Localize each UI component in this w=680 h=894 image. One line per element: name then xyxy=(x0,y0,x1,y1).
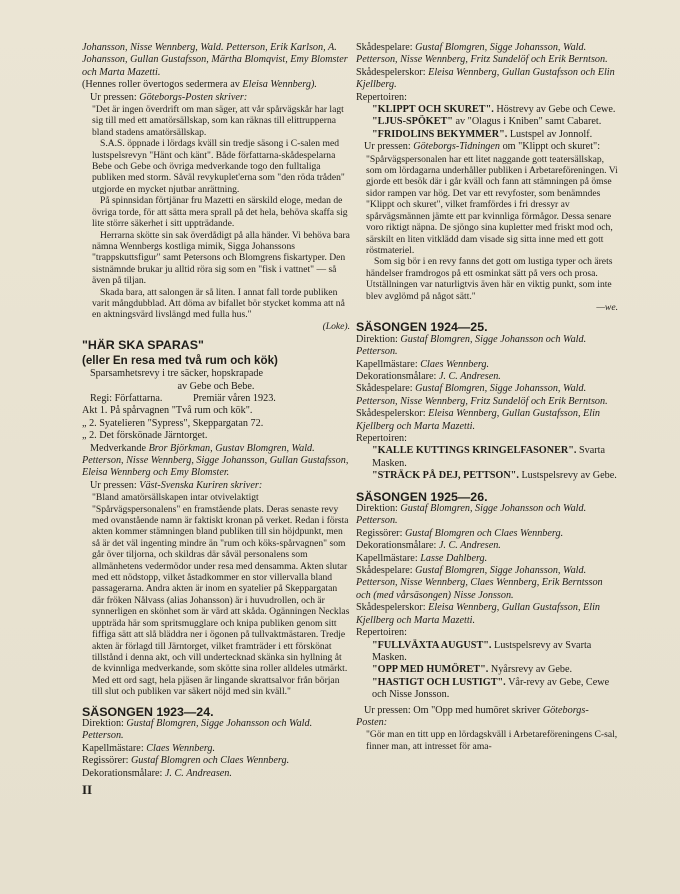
repertoire-desc: Höstrevy av Gebe och Cewe. xyxy=(496,104,616,116)
detail-value: Gustaf Blomgren, Sigge Johansson, Wald. Petterson, Nisse Wennberg, Fritz Sundelöf och Erik Berntson. xyxy=(356,383,608,407)
show-regi: Regi: Författarna. xyxy=(90,392,163,404)
left-column xyxy=(82,42,350,796)
press-intro-3 xyxy=(356,141,618,153)
review-paragraph: Herrarna skötte sin sak överdådigt på alla händer. Vi behöva bara nämna Wennbergs kostliga mimik, Sigga Johanssons "trappskuttsfigur" samt Petersons och Blomgrens fiskartyper. Den sistnämnde brukar ju alltid röra sig som en "fisk i vattnet" — så även på tiljan. xyxy=(92,229,350,287)
season-detail xyxy=(356,383,618,408)
review-signature: —we. xyxy=(596,301,618,313)
detail-value: Gustaf Blomgren och Claes Wennberg. xyxy=(130,755,290,767)
season-detail xyxy=(356,359,618,371)
press-source: Göteborgs-Tidningen xyxy=(413,141,501,153)
season-detail xyxy=(356,540,618,552)
show-description: Sparsamhetsrevy i tre säcker, hopskrapade xyxy=(90,368,263,380)
repertoire-desc: Svarta Masken. xyxy=(372,445,606,469)
detail-label: Dekorationsmålare: xyxy=(356,540,437,552)
detail-label: Kapellmästare: xyxy=(356,358,418,370)
detail-value: J. C. Andresen. xyxy=(438,370,501,382)
press-source: Göteborgs-Posten: xyxy=(356,704,589,728)
repertoire-item xyxy=(356,470,618,482)
review-paragraph: "Det är ingen överdrift om man säger, att vår spårvägskår har lagt sig till med ett amatörsällskap, som kan räknas till elittrupperna bland stadens amatörsällskap. xyxy=(92,104,344,138)
repertoire-item xyxy=(356,664,618,676)
repertoire-label: Repertoiren: xyxy=(356,91,407,103)
season-detail xyxy=(356,408,618,433)
season-detail xyxy=(82,755,350,767)
repertoire-desc: av "Olagus i Kniben" samt Cabaret. xyxy=(455,116,602,128)
season-detail xyxy=(356,503,618,528)
review-paragraph: Som sig bör i en revy fanns det gott om lustiga typer och ärets händelser framdrogos på ett osminkat sätt på vers och prosa. Utställningen var naturligtvis även här en viktig punkt, som inte blev avglömd på något sätt." xyxy=(366,256,613,302)
repertoire-label: Repertoiren: xyxy=(356,627,407,639)
repertoire-item xyxy=(356,129,618,141)
detail-label: Kapellmästare: xyxy=(82,742,144,754)
act-item: Akt 1. På spårvagnen "Två rum och kök". xyxy=(82,405,253,417)
season-heading: SÄSONGEN 1924—25. xyxy=(356,320,488,335)
medverkande-list: Bror Björkman, Gustav Blomgren, Wald. Petterson, Nisse Wennberg, Sigge Johansson, Gullan Gustafsson, Eleisa Wennberg och Emy Blomster. xyxy=(82,442,349,479)
season-detail xyxy=(356,67,618,92)
repertoire-desc: Lustspel av Jonnolf. xyxy=(509,128,593,140)
repertoire-desc: Lustspelsrevy av Gebe. xyxy=(521,470,617,482)
repertoire-label: Repertoiren: xyxy=(356,433,407,444)
press-label: Ur pressen: xyxy=(90,479,137,491)
detail-label: Kapellmästare: xyxy=(356,552,418,564)
repertoire-item xyxy=(356,640,618,665)
detail-label: Dekorationsmålare: xyxy=(356,370,437,382)
review-goteborgs-tidningen xyxy=(356,154,618,314)
cast-list: Johansson, Nisse Wennberg, Wald. Petterson, Erik Karlson, A. Johansson, Gullan Gustafsson, Märtha Blomqvist, Emy Blomster och Marta Mazetti. xyxy=(82,42,348,78)
repertoire-title: "OPP MED HUMÖRET". xyxy=(372,664,489,676)
show-title: "HÄR SKA SPARAS" xyxy=(82,338,204,353)
right-column xyxy=(356,42,618,752)
review-goteborgs-posten xyxy=(82,104,350,332)
medverkande xyxy=(82,443,350,480)
repertoire-desc: Lustspelsrevy av Svarta Masken. xyxy=(372,639,592,663)
detail-value: Gustaf Blomgren och Claes Wennberg. xyxy=(404,527,564,539)
detail-value: Gustaf Blomgren, Sigge Johansson, Wald. Petterson, Nisse Wennberg, Fritz Sundelöf och Erik Berntson. xyxy=(356,42,608,66)
press-label: Ur pressen: xyxy=(90,91,137,103)
season-detail xyxy=(356,42,618,67)
page-number: II xyxy=(82,781,93,797)
review-paragraph: S.A.S. öppnade i lördags kväll sin tredje säsong i C-salen med lustspelsrevyn "Hänt och känt". Både författarna-skådespelarna Bebe och Gebe och övriga medverkande togo den fulltaliga publiken med storm. Såväl revykuplet'erna som "den röda tråden" utgjorde en mycket njutbar anrättning. xyxy=(92,138,345,195)
detail-value: Claes Wennberg. xyxy=(420,358,490,370)
press-source: Göteborgs-Posten skriver: xyxy=(139,91,248,103)
review-paragraph: "Bland amatörsällskapen intar otvivelaktigt xyxy=(92,492,259,504)
repertoire-title: "LJUS-SPÖKET" xyxy=(372,116,453,128)
detail-label: Dekorationsmålare: xyxy=(82,767,163,779)
detail-value: Gustaf Blomgren, Sigge Johansson och Wald. Petterson. xyxy=(356,503,587,527)
cast-note-name: Eleisa Wennberg). xyxy=(242,79,317,91)
repertoire-title: "KALLE KUTTINGS KRINGELFASONER". xyxy=(372,445,577,457)
press-intro-4 xyxy=(356,705,618,730)
detail-label: Direktion: xyxy=(356,503,398,515)
press-intro xyxy=(82,92,350,104)
season-detail xyxy=(356,528,618,540)
cast-note-text: (Hennes roller övertogos sedermera av xyxy=(82,79,240,91)
detail-value: Gustaf Blomgren, Sigge Johansson och Wald. Petterson. xyxy=(82,717,313,742)
season-detail xyxy=(82,743,350,755)
press-source-rest: om "Klippt och skuret": xyxy=(502,141,601,153)
repertoire-item xyxy=(356,677,618,702)
review-paragraph: "Gör man en titt upp en lördagskväll i Arbetareföreningens C-sal, finner man, att intresset för ama- xyxy=(366,729,618,752)
show-authors: av Gebe och Bebe. xyxy=(177,380,255,392)
review-vast-svenska-kuriren xyxy=(82,492,350,697)
review-paragraph: "Spårvägspersonalens" en framstående plats. Deras senaste revy med ovanstående namn är faktiskt kronan på verket. Redan i första akten kommer stämningen bland publiken till sin höjdpunkt, men så är det väl ingenting mindre än "rum och köks-spårvagnen" som går över tiljorna, och skildras där såväl personalens som allmänhetens vedermödor under resa med densamma. Akten slutar med ett nödstopp, vilket åstadkommer en stor villervalla bland passagerarna. Andra akten är inom en syatelier på Skeppargatan där fröken Nålvass (alias Johansson) är i huvudrollen, och är synnerligen en skönhet som är värd att skåda. Ogänningen Necklas uppträda här som spritsmugglare och knipa publiken genom sitt fiffiga sätt att slå bläddra ner i ögonen på tullvaktmästaren. Tredje akten är förlagd till Järntorget, vilket framträder i ett förskönat tillstånd i denna akt, och vill undertecknad skänka sin hyllning åt de kvinnliga medverkande, som skötte sina roller alldeles utmärkt. Med ett ord sagt, hela pjäsen är lingande skrattsalvor från början till slut och publiken var säkert nöjd med sin kväll." xyxy=(92,503,350,698)
press-label: Ur pressen: xyxy=(364,704,411,716)
repertoire-item xyxy=(356,116,618,128)
show-premiere: Premiär våren 1923. xyxy=(192,392,276,404)
season-heading: SÄSONGEN 1923—24. xyxy=(82,704,214,719)
show-regi-line xyxy=(82,393,350,405)
detail-label: Skådespelerskor: xyxy=(356,66,426,78)
repertoire-title: "KLIPPT OCH SKURET". xyxy=(372,104,494,116)
press-label: Ur pressen: xyxy=(364,141,411,153)
detail-label: Regissörer: xyxy=(82,755,129,767)
detail-label: Skådespelerskor: xyxy=(356,602,426,614)
detail-label: Skådespelare: xyxy=(356,42,413,53)
repertoire-title: "FRIDOLINS BEKYMMER". xyxy=(372,128,508,140)
detail-value: Lasse Dahlberg. xyxy=(420,552,488,564)
detail-value: J. C. Andresen. xyxy=(438,540,501,552)
season-detail xyxy=(356,602,618,627)
repertoire-desc: Nyårsrevy av Gebe. xyxy=(490,664,573,676)
detail-label: Skådespelare: xyxy=(356,565,413,577)
detail-value: Eleisa Wennberg, Gullan Gustafsson, Elin Kjellberg och Marta Mazetti. xyxy=(356,408,601,432)
review-signature: (Loke). xyxy=(322,320,350,332)
review-paragraph: "Spårvägspersonalen har ett litet naggande gott teatersällskap, som om lördagarna underhåller publiken i Arbetareföreningen. Vi gjorde ett besök där i går kväll och fann att stämningen på ömse sidor rampen var hög. Det var ett revyfoster, som benämndes "Klippt och skuret", vilket framfördes i fri dressyr av spårvägsmännen jämte ett par kvinnliga förmågor. Dessa senare voro riktigt näpna. De sjöngo sina kupletter med friskt mod och, särskilt en liten vitklädd dam visade sig sitta inne med ett gott röstmateriel. xyxy=(366,153,618,256)
press-intro-2 xyxy=(82,480,350,492)
season-detail xyxy=(82,768,350,780)
detail-label: Skådespelerskor: xyxy=(356,408,426,420)
press-source: Väst-Svenska Kuriren skriver: xyxy=(139,479,263,491)
detail-label: Skådespelare: xyxy=(356,383,413,395)
season-detail xyxy=(356,334,618,359)
show-subtitle: (eller En resa med två rum och kök) xyxy=(82,354,278,368)
detail-value: Eleisa Wennberg, Gullan Gustafsson och Elin Kjellberg. xyxy=(356,66,615,91)
detail-value: Claes Wennberg. xyxy=(146,742,216,754)
repertoire-title: "HASTIGT OCH LUSTIGT". xyxy=(372,676,506,688)
repertoire-title: "STRÄCK PÅ DEJ, PETTSON". xyxy=(372,470,519,482)
detail-label: Direktion: xyxy=(82,717,124,729)
detail-label: Direktion: xyxy=(356,333,398,345)
detail-value: Gustaf Blomgren, Sigge Johansson, Wald. Petterson, Nisse Wennberg, Claes Wennberg, Erik Berntsson och (med vårsäsongen) Nisse Jonsson. xyxy=(356,565,603,601)
detail-value: J. C. Andreasen. xyxy=(164,767,232,779)
repertoire-item xyxy=(356,104,618,116)
review-paragraph: Skada bara, att salongen är så liten. I annat fall torde publiken varit mångdubblad. Att döma av bifallet bör stycket komma att nå en aktningsvärd livslängd med fulla hus." xyxy=(92,286,345,321)
repertoire-title: "FULLVÄXTA AUGUST". xyxy=(372,639,492,651)
detail-value: Gustaf Blomgren, Sigge Johansson och Wald. Petterson. xyxy=(356,333,587,358)
press-mid: Om "Opp med humöret skriver xyxy=(413,704,541,716)
season-detail xyxy=(356,565,618,602)
act-item: „ 2. Syatelieren "Sypress", Skeppargatan 72. xyxy=(82,417,264,429)
season-heading: SÄSONGEN 1925—26. xyxy=(356,489,488,504)
season-detail xyxy=(356,553,618,565)
review-paragraph: På spinnsidan förtjänar fru Mazetti en särskild eloge, medan de övriga torde, för att sätta mera sprall på det hela, behöva skaffa sig lite större säkerhet i sitt uppträdande. xyxy=(92,195,348,230)
repertoire-item xyxy=(356,445,618,470)
medverkande-label: Medverkande xyxy=(90,442,147,454)
season-detail xyxy=(356,371,618,383)
detail-value: Eleisa Wennberg, Gullan Gustafsson, Elin Kjellberg och Marta Mazetti. xyxy=(356,602,601,626)
season-detail xyxy=(82,718,350,743)
detail-label: Regissörer: xyxy=(356,527,403,539)
repertoire-desc: Vår-revy av Gebe, Cewe och Nisse Jonsson. xyxy=(372,676,610,701)
act-item: „ 2. Det förskönade Järntorget. xyxy=(82,430,208,442)
cast-note xyxy=(82,79,350,91)
